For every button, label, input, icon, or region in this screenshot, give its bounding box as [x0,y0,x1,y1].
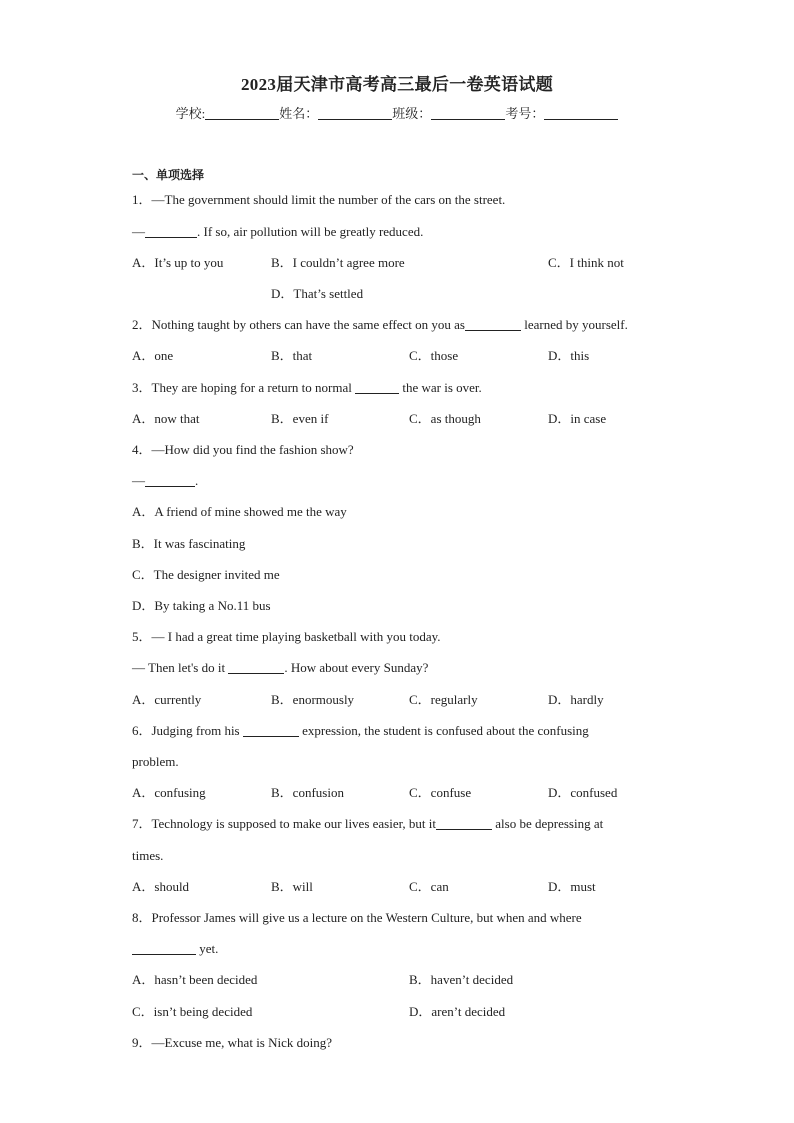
q8-option-a[interactable]: A．hasn’t been decided [132,972,258,987]
q6-option-a[interactable]: A．confusing [132,785,206,800]
q5-stem-part1: — Then let's do it [132,660,229,675]
section-title: 一、单项选择 [132,168,205,182]
q6-stem-part1: 6．Judging from his [132,723,243,738]
q1-option-c[interactable]: C．I think not [548,255,624,270]
school-label: 学校: [175,106,206,121]
q1-option-d[interactable]: D．That’s settled [271,286,364,301]
q4-dash: — [132,473,145,488]
q2-stem-part2: learned by yourself. [520,317,628,332]
q5-option-c[interactable]: C．regularly [409,692,478,707]
q8-option-c[interactable]: C．isn’t being decided [132,1004,253,1019]
q6-option-c[interactable]: C．confuse [409,785,472,800]
q8-option-b[interactable]: B．haven’t decided [409,972,514,987]
class-blank[interactable] [431,107,505,120]
q1-option-b[interactable]: B．I couldn’t agree more [271,255,405,270]
q8-stem-line2 [132,941,218,957]
q3-option-b[interactable]: B．even if [271,411,329,426]
q4-option-d[interactable]: D．By taking a No.11 bus [132,598,271,613]
q6-stem-line2: problem. [132,754,179,769]
q6-option-b[interactable]: B．confusion [271,785,344,800]
q4-option-a[interactable]: A．A friend of mine showed me the way [132,504,347,519]
name-blank[interactable] [318,107,392,120]
exam-title: 2023届天津市高考高三最后一卷英语试题 [241,75,553,94]
q5-option-a[interactable]: A．currently [132,692,202,707]
q3-stem-part2: the war is over. [399,380,482,395]
q7-option-a[interactable]: A．should [132,879,190,894]
q7-stem-part1: 7．Technology is supposed to make our lives easier, but it [132,816,437,831]
school-blank[interactable] [205,107,279,120]
q7-stem-line1 [132,816,603,832]
q1-dash: — [132,224,145,239]
q5-option-d[interactable]: D．hardly [548,692,604,707]
name-label: 姓名： [279,106,319,121]
q3-option-a[interactable]: A．now that [132,411,200,426]
q5-option-b[interactable]: B．enormously [271,692,355,707]
q2-option-b[interactable]: B．that [271,348,313,363]
q3-option-d[interactable]: D．in case [548,411,607,426]
q3-stem-part1: 3．They are hoping for a return to normal [132,380,356,395]
q8-option-d[interactable]: D．aren’t decided [409,1004,506,1019]
q5-stem-line2 [132,660,428,676]
q6-option-d[interactable]: D．confused [548,785,618,800]
q4-option-b[interactable]: B．It was fascinating [132,536,246,551]
q1-stem-rest: . If so, air pollution will be greatly reduced. [197,224,424,239]
q6-blank [243,724,299,737]
q7-blank [436,817,492,830]
q2-option-d[interactable]: D．this [548,348,590,363]
q8-stem-line1: 8．Professor James will give us a lecture on the Western Culture, but when and where [132,910,582,925]
q1-stem-line2 [132,224,423,240]
q8-stem-part2: yet. [196,941,219,956]
q3-blank [355,381,399,394]
q6-stem-part2: expression, the student is confused about the confusing [298,723,589,738]
q1-blank [145,225,197,238]
id-blank[interactable] [544,107,618,120]
q2-stem-part1: 2．Nothing taught by others can have the same effect on you as [132,317,465,332]
class-label: 班级： [392,106,432,121]
q5-blank [228,661,284,674]
q5-stem-part2: . How about every Sunday? [284,660,429,675]
q1-stem-line1: 1．—The government should limit the number of the cars on the street. [132,192,506,207]
student-info-line [0,103,794,122]
q7-option-c[interactable]: C．can [409,879,449,894]
id-label: 考号： [505,106,545,121]
q2-option-c[interactable]: C．those [409,348,459,363]
q7-option-d[interactable]: D．must [548,879,596,894]
q3-stem [132,380,482,396]
q8-blank [132,942,196,955]
q4-option-c[interactable]: C．The designer invited me [132,567,280,582]
q6-stem-line1 [132,723,589,739]
q7-option-b[interactable]: B．will [271,879,313,894]
q5-stem-line1: 5．— I had a great time playing basketball with you today. [132,629,441,644]
q2-blank [465,318,521,331]
q1-option-a[interactable]: A．It’s up to you [132,255,224,270]
q9-stem-line1: 9．—Excuse me, what is Nick doing? [132,1035,333,1050]
q4-stem-line1: 4．—How did you find the fashion show? [132,442,354,457]
q4-stem-line2 [132,473,198,489]
q7-stem-line2: times. [132,848,164,863]
q4-blank [145,474,195,487]
q2-stem [132,317,628,333]
q2-option-a[interactable]: A．one [132,348,174,363]
q7-stem-part2: also be depressing at [492,816,604,831]
q3-option-c[interactable]: C．as though [409,411,481,426]
q4-period: . [195,473,199,488]
